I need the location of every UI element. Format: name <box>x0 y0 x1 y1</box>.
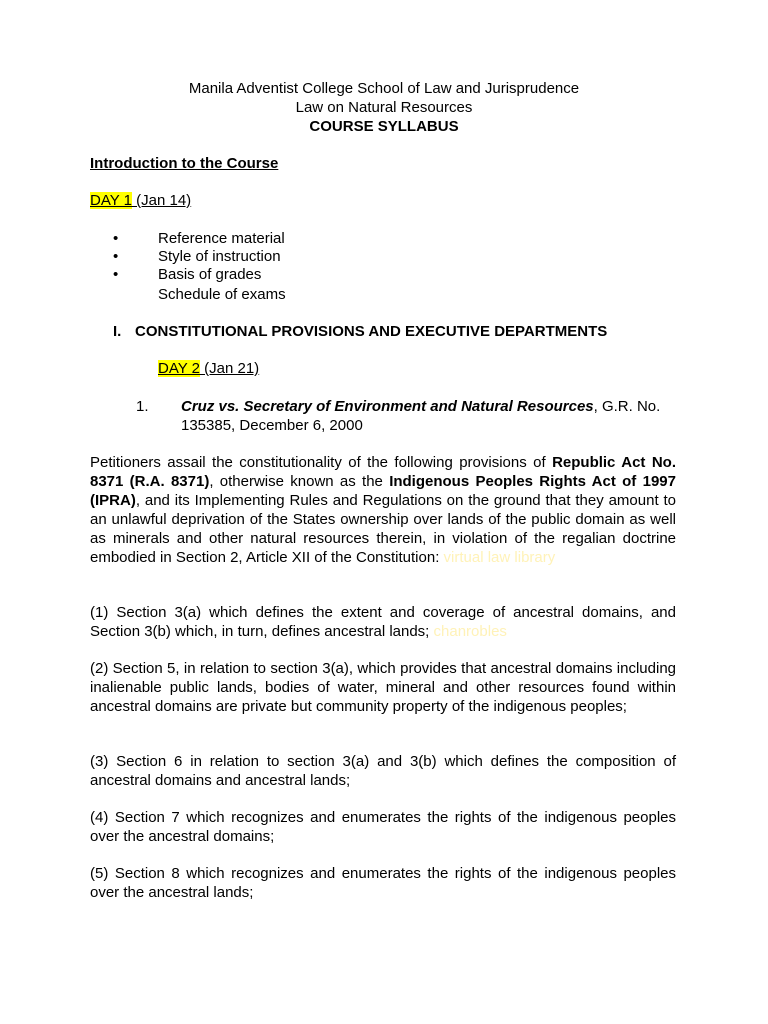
day-1-label: DAY 1 <box>90 192 132 209</box>
provision-item-3: (3) Section 6 in relation to section 3(a) and 3(b) which defines the composition of ancestral domains and ancestral lands; <box>90 753 676 789</box>
bullet-text: Basis of grades <box>158 266 262 283</box>
watermark-text: chanrobles <box>433 623 507 640</box>
school-name: Manila Adventist College School of Law and Jurisprudence <box>188 80 580 97</box>
case-name: Cruz vs. Secretary of Environment and Natural Resources <box>181 398 594 415</box>
section-1-numeral: I. <box>113 323 122 340</box>
provision-item-1 <box>90 603 676 641</box>
case-number: 1. <box>136 398 149 415</box>
provision-item-2: (2) Section 5, in relation to section 3(a), which provides that ancestral domains including inalienable public lands, bodies of water, mineral and other resources found within ancestral domains are private but community property of the indigenous peoples; <box>90 660 676 715</box>
course-title: Law on Natural Resources <box>295 99 473 116</box>
paragraph-text: , and its Implementing Rules and Regulations on the ground that they amount to an unlawful deprivation of the States ownership over lands of the public domain as well as minerals and other natural resources therein, in violation of the regalian doctrine embodied in Section 2, Article XII of the Constitution: <box>90 492 676 566</box>
intro-heading: Introduction to the Course <box>90 155 279 172</box>
document-type-heading: COURSE SYLLABUS <box>309 118 459 135</box>
section-1-title: CONSTITUTIONAL PROVISIONS AND EXECUTIVE DEPARTMENTS <box>135 323 608 340</box>
ra-8371-reference: Republic Act No. 8371 (R.A. 8371) <box>90 454 676 490</box>
bullet-icon: • <box>113 248 119 265</box>
intro-bullet-list <box>113 229 513 283</box>
list-item <box>113 247 513 265</box>
case-citation-part-2: 135385, December 6, 2000 <box>181 417 363 434</box>
bullet-icon: • <box>113 266 119 283</box>
case-citation <box>181 397 681 435</box>
paragraph-text: Petitioners assail the constitutionality of the following provisions of <box>90 454 553 471</box>
bullet-text: Reference material <box>158 230 285 247</box>
day-2-line <box>158 359 259 378</box>
list-item <box>113 229 513 247</box>
day-2-label: DAY 2 <box>158 360 200 377</box>
day-1-date: (Jan 14) <box>131 192 192 209</box>
provision-item-4: (4) Section 7 which recognizes and enumerates the rights of the indigenous peoples over the ancestral domains; <box>90 809 676 845</box>
bullet-icon: • <box>113 230 119 247</box>
schedule-sub-item: Schedule of exams <box>158 286 286 303</box>
paragraph-text: , otherwise known as the <box>209 473 390 490</box>
day-1-line <box>90 191 191 210</box>
day-2-date: (Jan 21) <box>199 360 260 377</box>
provision-text: (1) Section 3(a) which defines the extent and coverage of ancestral domains, and Section 3(b) which, in turn, defines ancestral lands; <box>90 604 676 640</box>
list-item <box>113 265 513 283</box>
watermark-text: virtual law library <box>443 549 556 566</box>
intro-paragraph <box>90 453 676 567</box>
provision-item-5: (5) Section 8 which recognizes and enumerates the rights of the indigenous peoples over the ancestral lands; <box>90 865 676 901</box>
bullet-text: Style of instruction <box>158 248 281 265</box>
case-citation-part-1: , G.R. No. <box>593 398 661 415</box>
ipra-reference: Indigenous Peoples Rights Act of 1997 (IPRA) <box>90 473 676 509</box>
